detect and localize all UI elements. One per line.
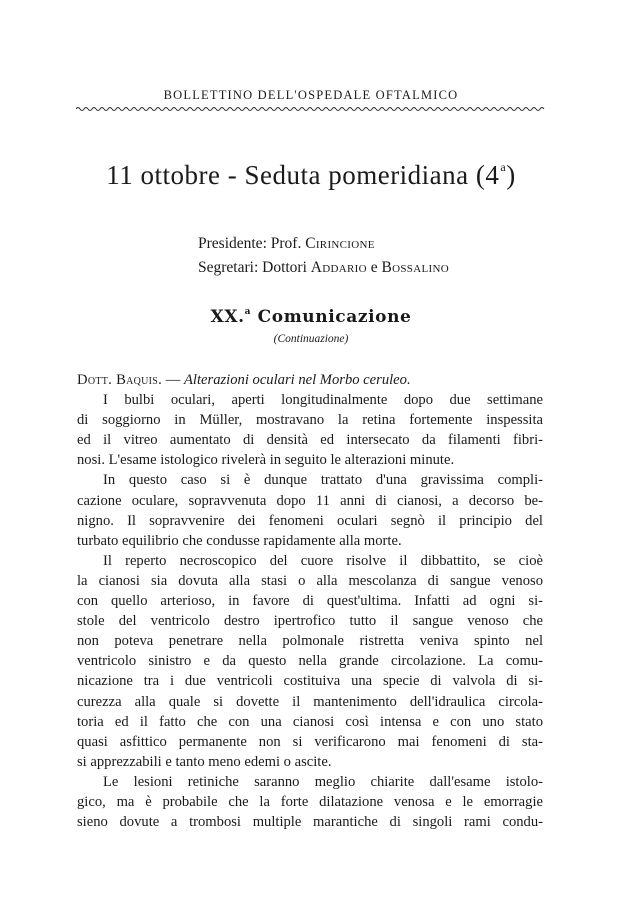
text-line: ventricolo sinistro e da questo nella grande circolazione. La comu- [77,653,543,670]
text-line: nosi. L'esame istologico rivelerà in seguito le alterazioni minute. [77,452,455,469]
session-title-close: ) [506,160,516,190]
text-line: la cianosi sia dovuta alla stasi o alla mescolanza di sangue venoso [77,572,543,589]
text-line: cazione oculare, sopravvenuta dopo 11 anni di cianosi, a decorso be- [77,492,543,509]
secretaries-line [198,256,449,280]
wavy-rule [76,106,546,112]
text-line: di soggiorno in Müller, mostravano la retina fortemente inspessita [77,412,543,429]
article-heading-line [77,370,543,390]
text-line: quasi asfittico permanente non si verificarono mai fenomeni di sta- [77,733,543,750]
text-line: I bulbi oculari, aperti longitudinalmente dopo due settimane [103,392,543,409]
president-line [198,232,449,256]
president-name: Cirincione [305,235,375,252]
text-line: ed il vitreo aumentato di densità ed intersecato da filamenti fibri- [77,432,543,449]
section-heading [0,307,622,327]
text-line: stole del ventricolo destro ipertrofico tutto il sangue venoso che [77,613,543,630]
secretary-name-2: Bossalino [381,259,449,276]
heading-dash: — [162,372,185,388]
secretaries-label: Segretari: Dottori [198,259,307,276]
president-label: Presidente: Prof. [198,235,302,252]
text-line: non poteva penetrare nella polmonale ristretta veniva spinto nel [77,633,543,650]
text-line: sieno dovute a trombosi multiple marantiche di singoli rami condu- [77,814,543,831]
running-head: BOLLETTINO DELL'OSPEDALE OFTALMICO [163,88,459,102]
text-line: curezza alla quale si dovette il mantenimento dell'idraulica circola- [77,693,543,710]
text-line: si apprezzabili e tanto meno edemi o ascite. [77,753,332,770]
speaker-name: Dott. Baquis. [77,372,163,388]
session-title-superscript: a [500,160,507,174]
text-line: nigno. Il sopravvenire dei fenomeni oculari segnò il principio del [77,512,543,529]
text-line: toria ed il fatto che con una cianosi così intensa e con uno stato [77,713,543,730]
text-line: nicazione tra i due ventricoli costituiva una specie di valvola di si- [77,673,543,690]
officers-block [198,232,449,280]
article-body [77,370,543,832]
text-line: In questo caso si è dunque trattato d'una gravissima compli- [103,472,543,489]
secretaries-conjunction: e [370,259,378,276]
section-word: Comunicazione [257,307,412,327]
text-line: Il reperto necroscopico del cuore risolve il dibbattito, se cioè [103,552,543,569]
article-title: Alterazioni oculari nel Morbo ceruleo. [184,372,411,388]
section-number: XX. [210,307,245,327]
text-line: turbato equilibrio che condusse rapidamente alla morte. [77,532,402,549]
session-title-text: 11 ottobre - Seduta pomeridiana (4 [106,160,500,190]
text-line: con quello arterioso, in favore di quest'ultima. Infatti ad ogni si- [77,593,543,610]
text-line: Le lesioni retiniche saranno meglio chiarite dall'esame istolo- [103,773,543,790]
session-title [0,160,622,191]
secretary-name-1: Addario [310,259,367,276]
continuation-note: (Continuazione) [273,333,349,345]
text-line: gico, ma è probabile che la forte dilatazione venosa e le emorragie [77,793,543,810]
section-number-superscript: a [244,307,252,317]
